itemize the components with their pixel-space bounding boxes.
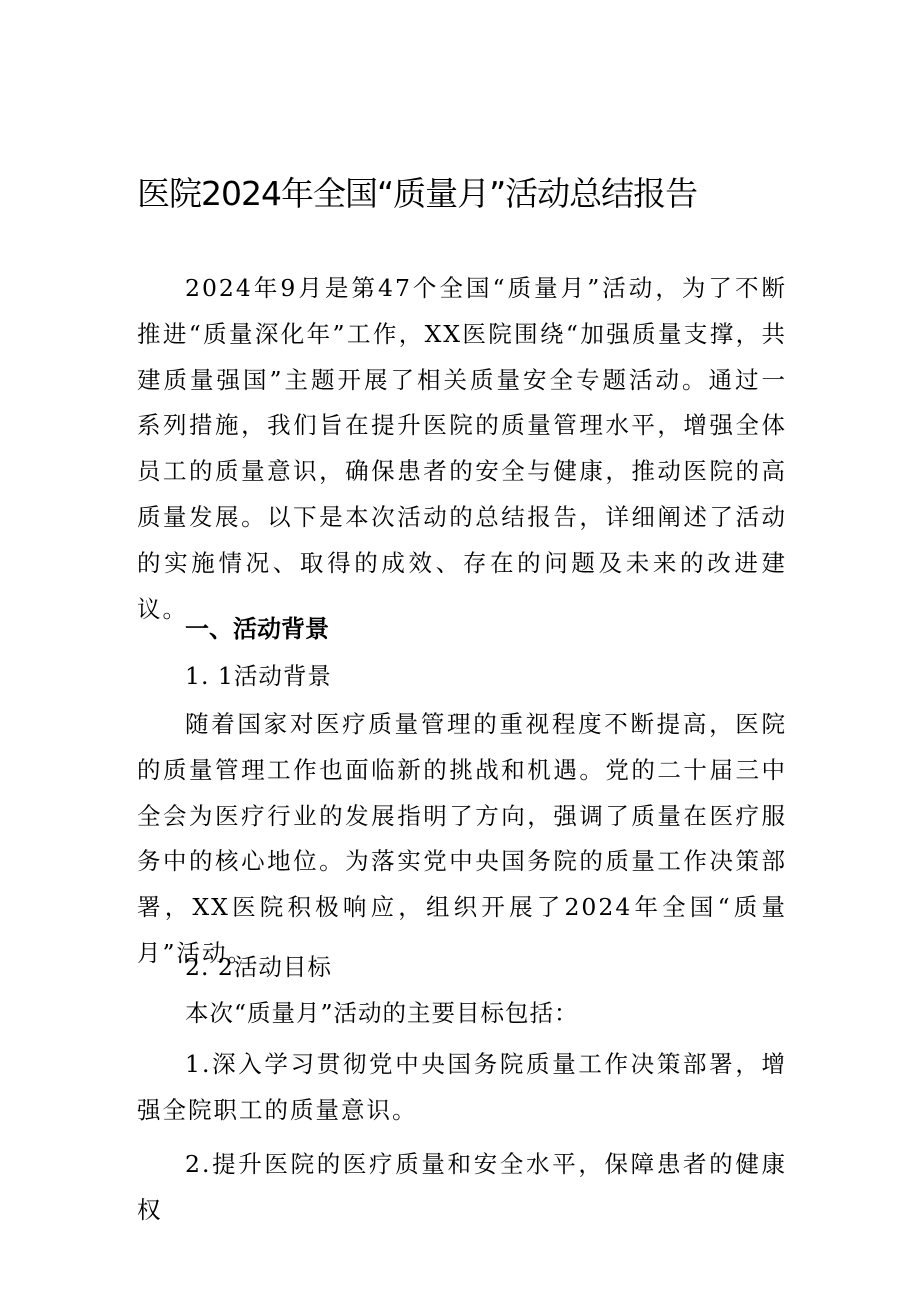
document-title: 医院2024年全国“质量月”活动总结报告 xyxy=(137,174,698,213)
intro-paragraph: 2024年9月是第47个全国“质量月”活动，为了不断推进“质量深化年”工作，XX医院围绕“加强质量支撑，共建质量强国”主题开展了相关质量安全专题活动。通过一系列措施，我们旨在提升医院的质量管理水平，增强全体员工的质量意识，确保患者的安全与健康，推动医院的高质量发展。以下是本次活动的总结报告，详细阐述了活动的实施情况、取得的成效、存在的问题及未来的改进建议。 xyxy=(137,274,787,623)
goals-intro: 本次“质量月”活动的主要目标包括： xyxy=(185,999,579,1027)
section-heading-background: 一、活动背景 xyxy=(185,615,329,643)
background-paragraph: 随着国家对医疗质量管理的重视程度不断提高，医院的质量管理工作也面临新的挑战和机遇。党的二十届三中全会为医疗行业的发展指明了方向，强调了质量在医疗服务中的核心地位。为落实党中央国务院的质量工作决策部署，XX医院积极响应，组织开展了2024年全国“质量月”活动。 xyxy=(137,710,787,967)
goal-item-2: 2.提升医院的医疗质量和安全水平，保障患者的健康权 xyxy=(137,1150,787,1224)
goal-item-1: 1.深入学习贯彻党中央国务院质量工作决策部署，增强全院职工的质量意识。 xyxy=(137,1050,787,1124)
subsection-heading-background: 1. 1活动背景 xyxy=(185,662,332,690)
subsection-heading-goals: 2. 2活动目标 xyxy=(185,953,332,981)
